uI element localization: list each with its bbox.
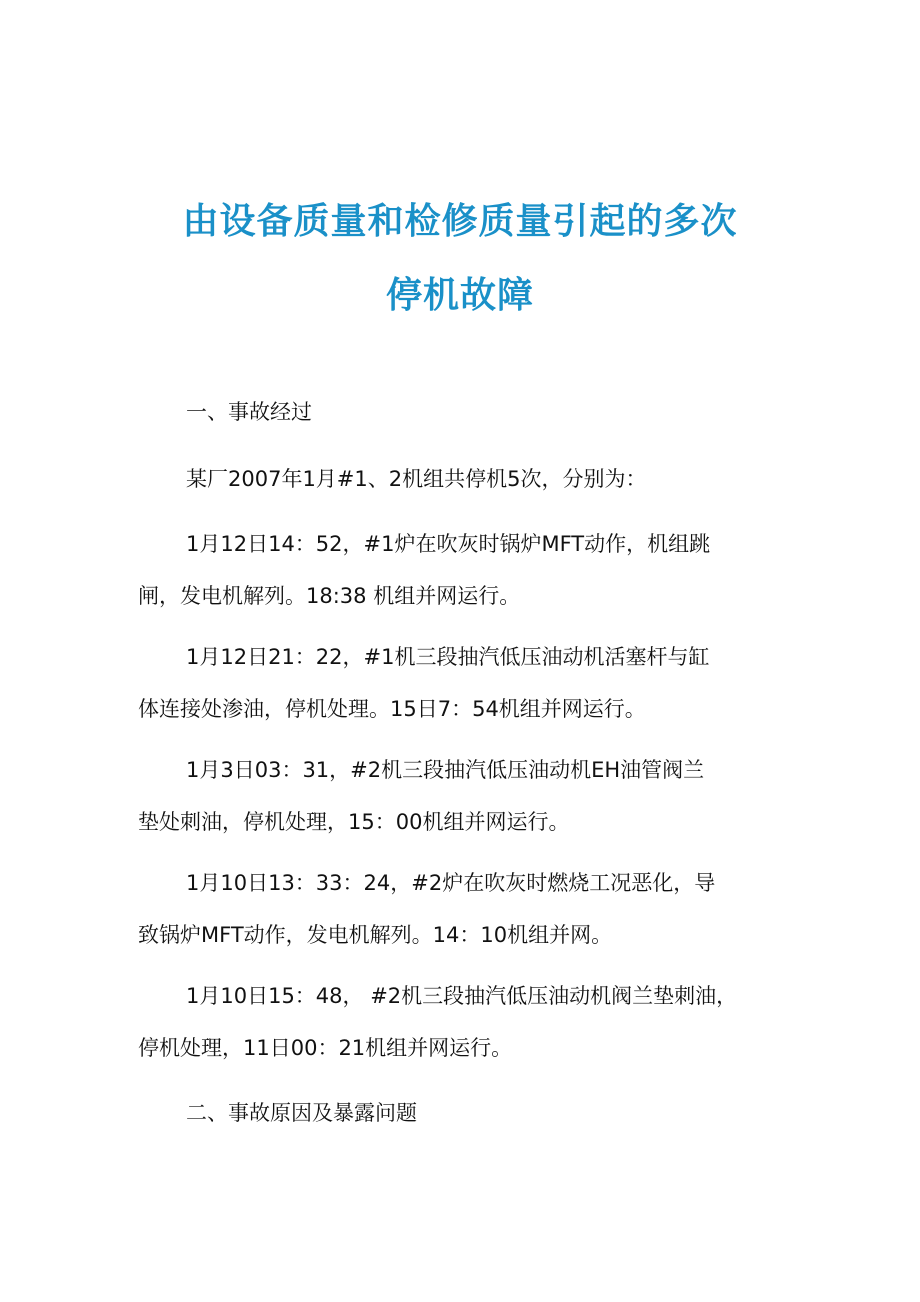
document-title-line-1: 由设备质量和检修质量引起的多次	[182, 201, 738, 242]
event-paragraph-3	[138, 744, 788, 848]
event-1-line-1: 1月12日14：52，#1炉在吹灰时锅炉MFT动作，机组跳	[186, 532, 711, 556]
event-3-line-1: 1月3日03：31，#2机三段抽汽低压油动机EH油管阀兰	[186, 758, 705, 782]
event-paragraph-4	[138, 857, 788, 961]
event-5-line-2: 停机处理，11日00：21机组并网运行。	[138, 1036, 513, 1060]
event-paragraph-5	[138, 970, 788, 1074]
section-heading-accident-process: 一、事故经过	[186, 400, 312, 424]
event-4-line-2: 致锅炉MFT动作，发电机解列。14：10机组并网。	[138, 923, 613, 947]
document-title-line-2: 停机故障	[385, 275, 534, 316]
event-2-line-2: 体连接处渗油，停机处理。15日7：54机组并网运行。	[138, 697, 646, 721]
section-heading-causes: 二、事故原因及暴露问题	[186, 1101, 417, 1125]
event-1-line-2: 闸，发电机解列。18:38 机组并网运行。	[138, 584, 521, 608]
event-paragraph-1	[138, 518, 788, 622]
event-3-line-2: 垫处刺油，停机处理，15：00机组并网运行。	[138, 810, 570, 834]
event-2-line-1: 1月12日21：22，#1机三段抽汽低压油动机活塞杆与缸	[186, 645, 710, 669]
event-4-line-1: 1月10日13：33：24，#2炉在吹灰时燃烧工况恶化，导	[186, 871, 716, 895]
event-paragraph-2	[138, 631, 788, 735]
event-5-line-1: 1月10日15：48， #2机三段抽汽低压油动机阀兰垫刺油，	[186, 984, 738, 1008]
intro-paragraph: 某厂2007年1月#1、2机组共停机5次，分别为：	[186, 467, 647, 491]
